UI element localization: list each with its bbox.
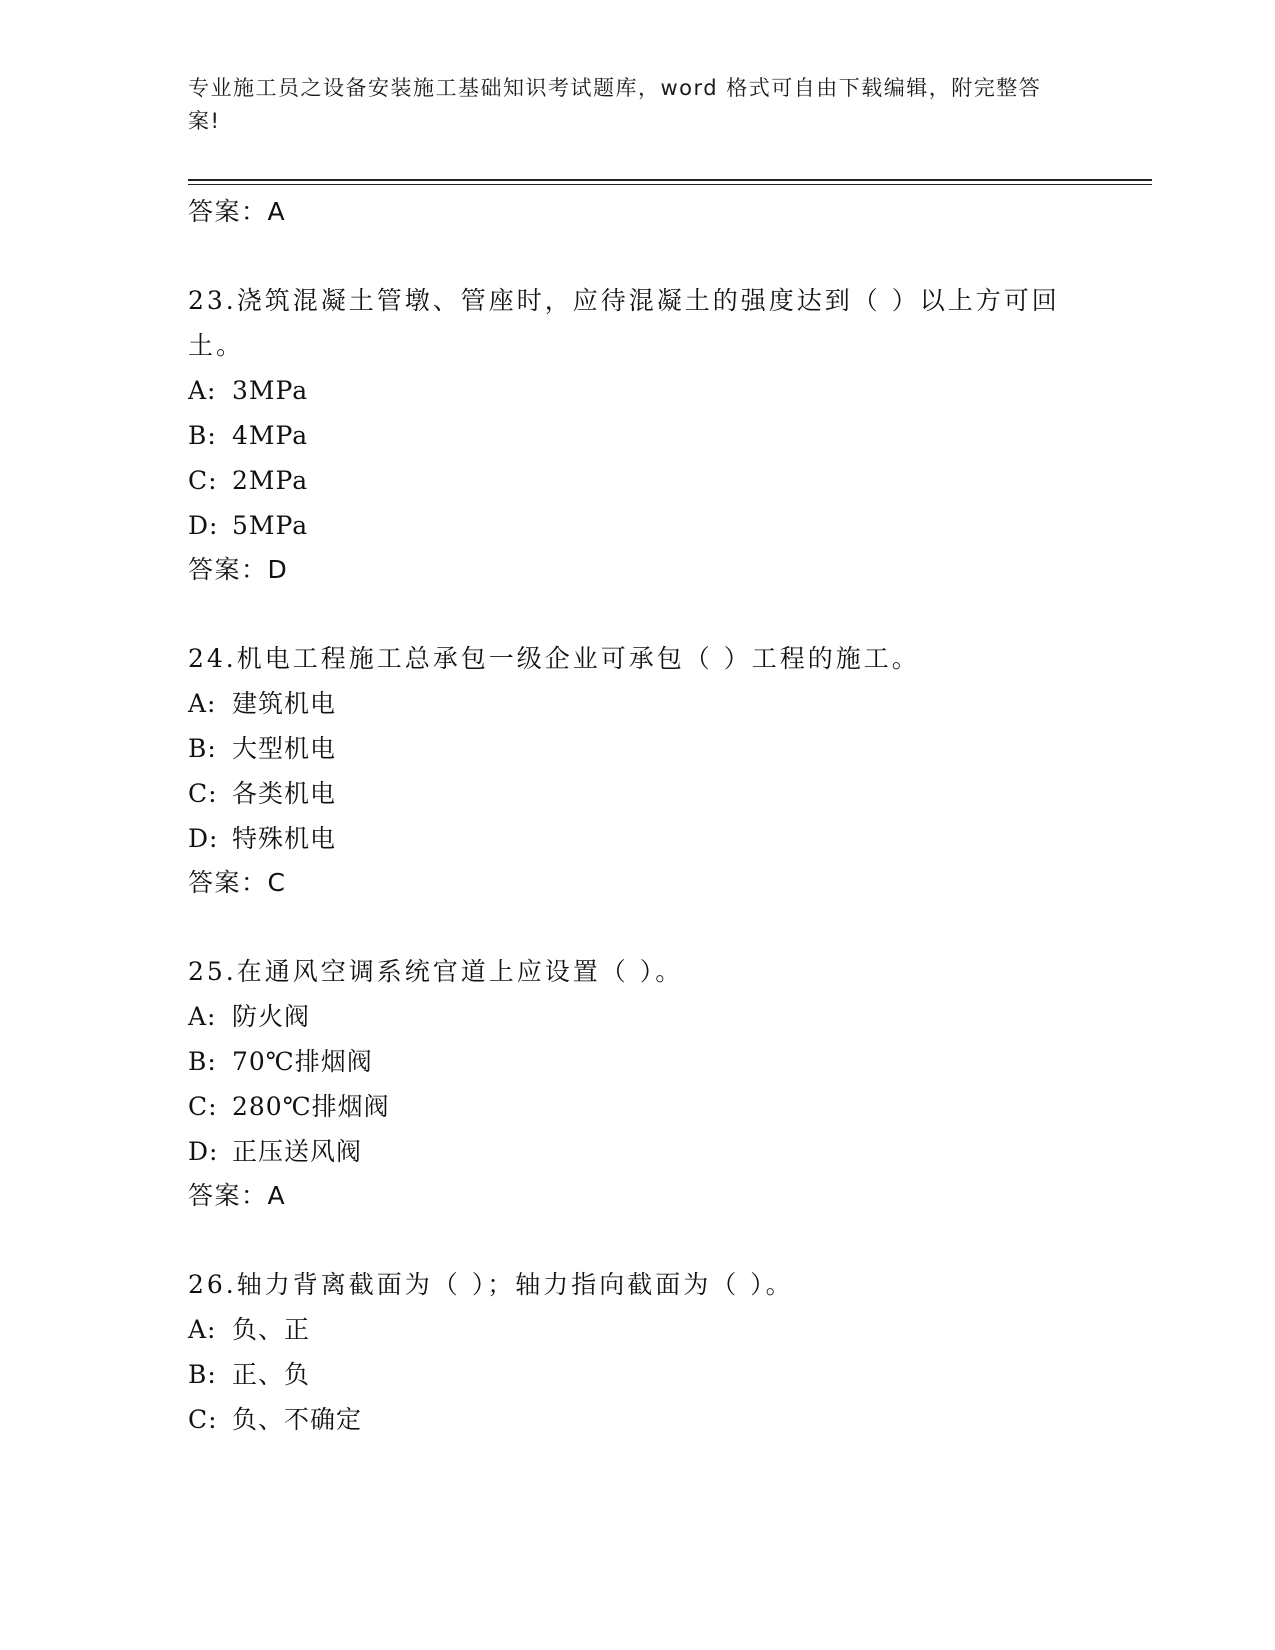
- option-c: [188, 771, 1088, 816]
- question-stem: 23.浇筑混凝土管墩、管座时，应待混凝土的强度达到（ ）以上方可回土。: [188, 286, 1060, 360]
- option-letter: A:: [188, 376, 217, 405]
- question-stem: 26.轴力背离截面为（ ）；轴力指向截面为（ ）。: [188, 1270, 794, 1299]
- option-d: [188, 816, 1088, 861]
- option-text: 正压送风阀: [232, 1137, 363, 1166]
- option-d: [188, 503, 1088, 548]
- option-letter: D:: [188, 1137, 219, 1166]
- option-text: 特殊机电: [232, 824, 337, 853]
- option-letter: C:: [188, 1092, 218, 1121]
- option-letter: B:: [188, 1047, 217, 1076]
- option-text: 5MPa: [232, 511, 309, 540]
- option-a: [188, 994, 1088, 1039]
- option-letter: A:: [188, 1315, 217, 1344]
- option-a: [188, 368, 1088, 413]
- option-c: [188, 458, 1088, 503]
- question-23: [188, 278, 1088, 592]
- answer-line: 答案：D: [188, 555, 289, 584]
- option-text: 建筑机电: [232, 689, 337, 718]
- question-24: [188, 636, 1088, 905]
- header-divider-thick: [188, 179, 1152, 181]
- option-text: 各类机电: [232, 779, 337, 808]
- answer-line: 答案：C: [188, 868, 287, 897]
- option-text: 大型机电: [232, 734, 337, 763]
- option-a: [188, 681, 1088, 726]
- option-text: 防火阀: [232, 1002, 311, 1031]
- option-letter: A:: [188, 1002, 217, 1031]
- option-text: 4MPa: [232, 421, 309, 450]
- option-b: [188, 413, 1088, 458]
- previous-answer: 答案：A: [188, 197, 287, 226]
- option-letter: D:: [188, 824, 219, 853]
- option-text: 负、正: [232, 1315, 311, 1344]
- option-letter: B:: [188, 734, 217, 763]
- option-letter: C:: [188, 1405, 218, 1434]
- question-list: [188, 190, 1088, 1442]
- option-letter: B:: [188, 421, 217, 450]
- option-d: [188, 1129, 1088, 1174]
- question-stem: 25.在通风空调系统官道上应设置（ ）。: [188, 957, 684, 986]
- option-c: [188, 1084, 1088, 1129]
- option-letter: B:: [188, 1360, 217, 1389]
- option-text: 280℃排烟阀: [232, 1092, 390, 1121]
- option-letter: C:: [188, 466, 218, 495]
- question-26: [188, 1262, 1088, 1442]
- header-divider-thin: [188, 184, 1152, 185]
- option-text: 3MPa: [232, 376, 309, 405]
- option-letter: D:: [188, 511, 219, 540]
- question-25: [188, 949, 1088, 1218]
- option-letter: A:: [188, 689, 217, 718]
- option-b: [188, 1039, 1088, 1084]
- option-letter: C:: [188, 779, 218, 808]
- page-header: [188, 72, 1068, 138]
- option-c: [188, 1397, 1088, 1442]
- option-a: [188, 1307, 1088, 1352]
- option-text: 负、不确定: [232, 1405, 363, 1434]
- option-b: [188, 1352, 1088, 1397]
- option-text: 2MPa: [232, 466, 309, 495]
- header-text: 专业施工员之设备安装施工基础知识考试题库，word 格式可自由下载编辑，附完整答案!: [188, 76, 1042, 133]
- option-b: [188, 726, 1088, 771]
- answer-line: 答案：A: [188, 1181, 287, 1210]
- question-stem: 24.机电工程施工总承包一级企业可承包（ ）工程的施工。: [188, 644, 920, 673]
- option-text: 正、负: [232, 1360, 311, 1389]
- option-text: 70℃排烟阀: [232, 1047, 373, 1076]
